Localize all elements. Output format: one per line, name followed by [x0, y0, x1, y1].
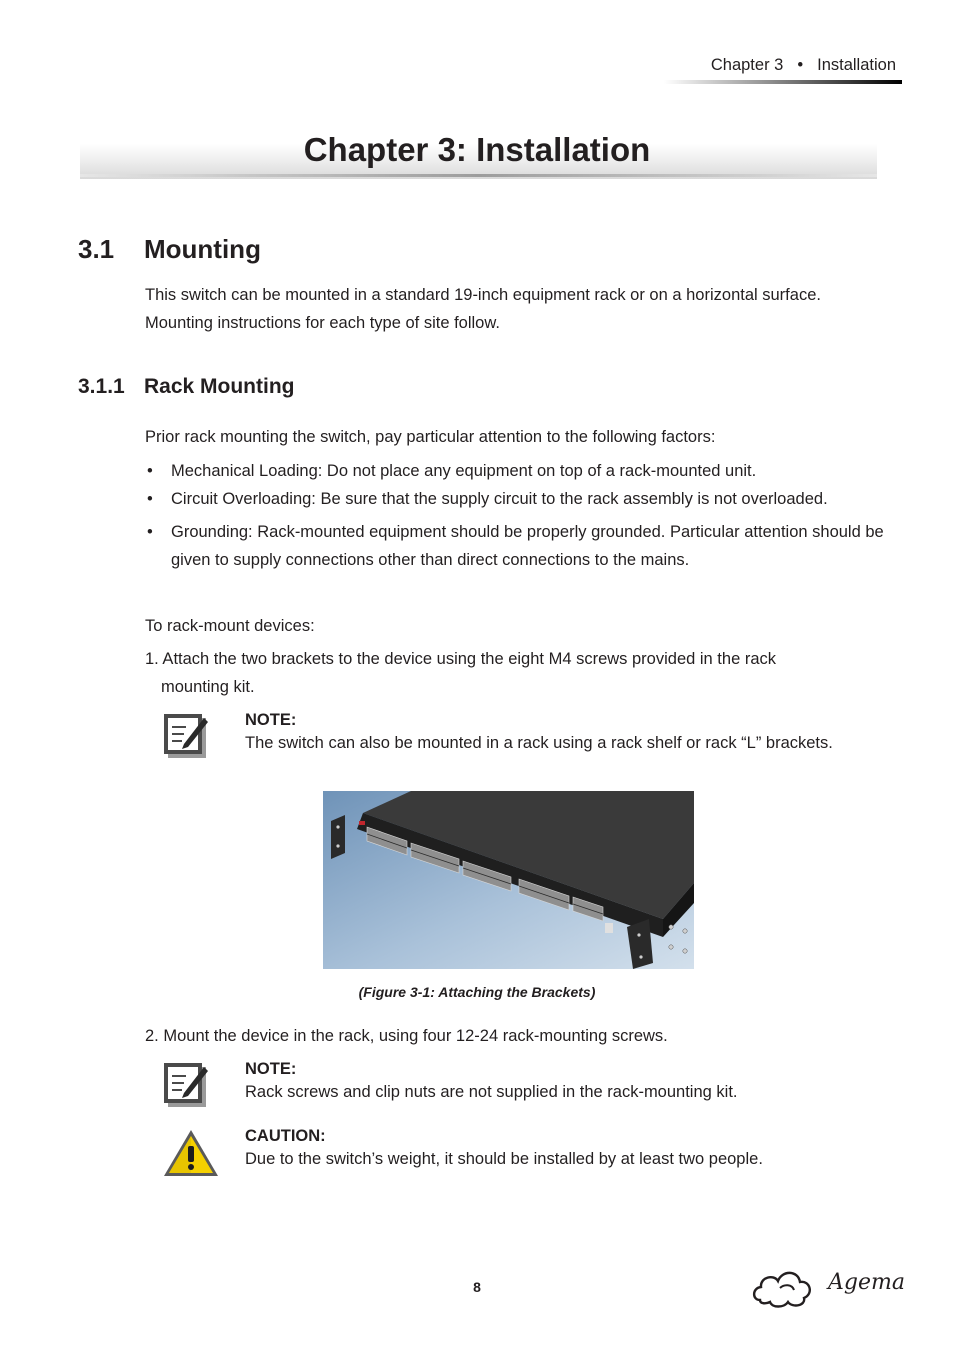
subsection-number: 3.1.1 [78, 375, 125, 398]
step-1-line2: mounting kit. [161, 678, 255, 696]
rack-factors-list [145, 457, 885, 574]
warning-triangle-icon [162, 1128, 220, 1178]
running-header-separator: • [797, 56, 804, 74]
note-pencil-icon [164, 714, 208, 758]
step-2: 2. Mount the device in the rack, using four 12-24 rack-mounting screws. [145, 1027, 668, 1045]
section-number: 3.1 [78, 234, 115, 264]
list-item: • Grounding: Rack-mounted equipment should be properly grounded. Particular attention should be given to supply connections other than direct connections to the mains. [145, 518, 885, 574]
figure-caption: (Figure 3-1: Attaching the Brackets) [358, 984, 596, 1000]
mounting-intro [145, 281, 885, 337]
note-2 [245, 1058, 905, 1104]
mounting-intro-line2: Mounting instructions for each type of site follow. [145, 314, 500, 332]
header-rule [664, 80, 902, 84]
note-1 [245, 709, 905, 755]
rack-mounting-intro: Prior rack mounting the switch, pay particular attention to the following factors: [145, 428, 716, 446]
note-text: Rack screws and clip nuts are not supplied in the rack-mounting kit. [245, 1083, 738, 1101]
chapter-title-underline [80, 174, 877, 177]
running-header-section: Installation [817, 56, 896, 74]
procedure-intro: To rack-mount devices: [145, 617, 315, 635]
chapter-title: Chapter 3: Installation [303, 131, 651, 168]
caution-label: CAUTION: [245, 1127, 326, 1145]
note-pencil-icon [164, 1063, 208, 1107]
note-label: NOTE: [245, 1060, 297, 1078]
mounting-intro-line1: This switch can be mounted in a standard 19-inch equipment rack or on a horizontal surface. [145, 286, 821, 304]
section-heading-mounting [78, 234, 261, 265]
subsection-heading-rack-mounting [78, 375, 295, 399]
list-item: • Mechanical Loading: Do not place any equipment on top of a rack-mounted unit. [145, 457, 885, 485]
running-header [711, 56, 896, 75]
note-text: The switch can also be mounted in a rack using a rack shelf or rack “L” brackets. [245, 734, 833, 752]
note-label: NOTE: [245, 711, 297, 729]
step-1-line1: 1. Attach the two brackets to the device using the eight M4 screws provided in the rack [145, 650, 777, 668]
section-title: Mounting [144, 234, 261, 264]
step-1 [145, 645, 885, 701]
running-header-chapter: Chapter 3 [710, 56, 784, 74]
list-item: • Circuit Overloading: Be sure that the supply circuit to the rack assembly is not overloaded. [145, 485, 885, 513]
page-number: 8 [473, 1279, 481, 1295]
switch-brackets-figure [323, 791, 694, 969]
logo-text: Agema [828, 1270, 905, 1295]
caution-text: Due to the switch’s weight, it should be installed by at least two people. [245, 1150, 763, 1168]
subsection-title: Rack Mounting [144, 375, 295, 398]
caution-block [245, 1125, 905, 1171]
